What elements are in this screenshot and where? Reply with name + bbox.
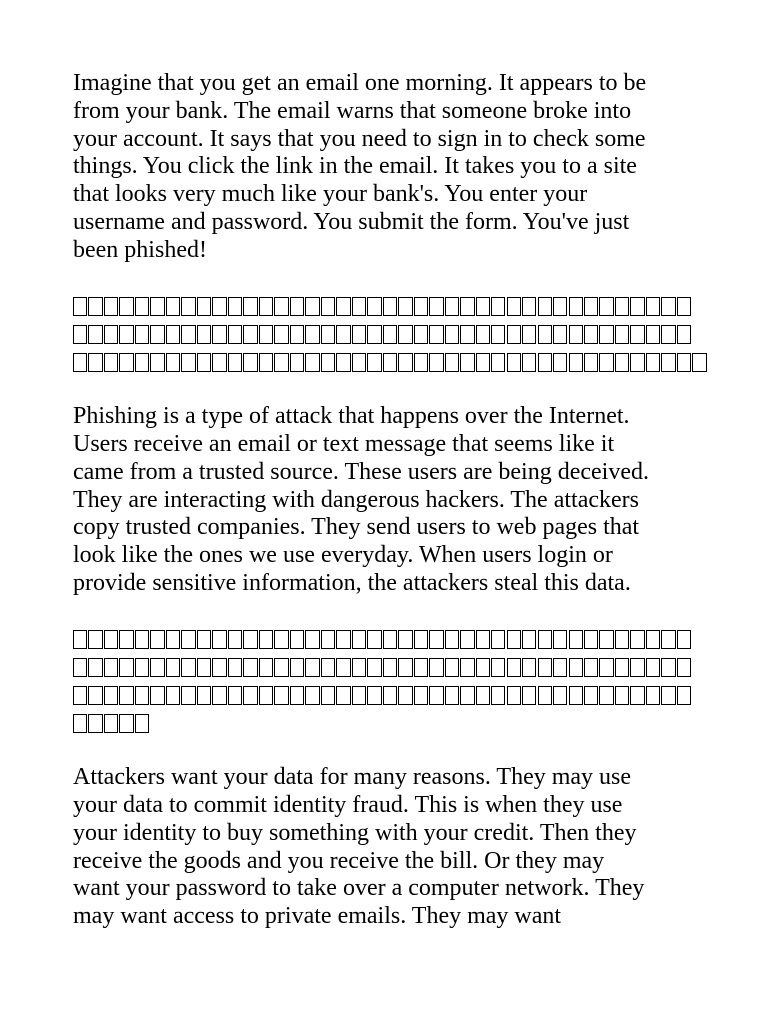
missing-glyph-box	[569, 658, 583, 677]
missing-glyph-box	[522, 353, 536, 372]
missing-glyph-box	[352, 353, 366, 372]
missing-glyph-box	[336, 658, 350, 677]
missing-glyph-box	[507, 353, 521, 372]
missing-glyph-box	[321, 658, 335, 677]
missing-glyph-box	[119, 714, 133, 733]
missing-glyph-box	[398, 630, 412, 649]
text-line: want your password to take over a computer network. They	[73, 875, 645, 902]
missing-glyph-box	[584, 658, 598, 677]
missing-glyph-box	[677, 630, 691, 649]
missing-glyph-box	[414, 658, 428, 677]
missing-glyph-box	[135, 714, 149, 733]
missing-glyph-box	[73, 686, 87, 705]
missing-glyph-box	[414, 297, 428, 316]
missing-glyph-box	[630, 686, 644, 705]
missing-glyph-box	[507, 686, 521, 705]
missing-glyph-box	[398, 353, 412, 372]
missing-glyph-box	[73, 630, 87, 649]
unrendered-glyph-line	[73, 292, 713, 320]
paragraph-1	[73, 70, 713, 265]
missing-glyph-box	[73, 353, 87, 372]
missing-glyph-box	[460, 297, 474, 316]
missing-glyph-box	[646, 630, 660, 649]
missing-glyph-box	[398, 325, 412, 344]
missing-glyph-box	[538, 658, 552, 677]
missing-glyph-box	[88, 714, 102, 733]
missing-glyph-box	[507, 658, 521, 677]
missing-glyph-box	[104, 353, 118, 372]
missing-glyph-box	[212, 686, 226, 705]
missing-glyph-box	[305, 353, 319, 372]
missing-glyph-box	[119, 658, 133, 677]
unrendered-glyph-line	[73, 653, 713, 681]
missing-glyph-box	[166, 686, 180, 705]
missing-glyph-box	[274, 658, 288, 677]
missing-glyph-box	[259, 353, 273, 372]
missing-glyph-box	[553, 658, 567, 677]
missing-glyph-box	[522, 630, 536, 649]
missing-glyph-box	[476, 353, 490, 372]
missing-glyph-box	[553, 297, 567, 316]
missing-glyph-box	[491, 686, 505, 705]
missing-glyph-box	[584, 297, 598, 316]
missing-glyph-box	[274, 297, 288, 316]
missing-glyph-box	[88, 630, 102, 649]
missing-glyph-box	[599, 353, 613, 372]
missing-glyph-box	[104, 714, 118, 733]
missing-glyph-box	[321, 630, 335, 649]
missing-glyph-box	[661, 353, 675, 372]
missing-glyph-box	[367, 353, 381, 372]
missing-glyph-box	[599, 297, 613, 316]
missing-glyph-box	[197, 630, 211, 649]
missing-glyph-box	[166, 325, 180, 344]
missing-glyph-box	[491, 658, 505, 677]
unrendered-glyph-paragraph-2	[73, 625, 713, 736]
missing-glyph-box	[615, 353, 629, 372]
missing-glyph-box	[88, 325, 102, 344]
missing-glyph-box	[321, 353, 335, 372]
missing-glyph-box	[259, 297, 273, 316]
missing-glyph-box	[599, 658, 613, 677]
paragraph-3	[73, 764, 713, 931]
missing-glyph-box	[476, 325, 490, 344]
missing-glyph-box	[599, 686, 613, 705]
missing-glyph-box	[88, 658, 102, 677]
missing-glyph-box	[383, 325, 397, 344]
missing-glyph-box	[181, 630, 195, 649]
missing-glyph-box	[274, 353, 288, 372]
missing-glyph-box	[135, 686, 149, 705]
missing-glyph-box	[476, 297, 490, 316]
missing-glyph-box	[243, 630, 257, 649]
missing-glyph-box	[569, 630, 583, 649]
missing-glyph-box	[429, 630, 443, 649]
missing-glyph-box	[445, 325, 459, 344]
missing-glyph-box	[104, 686, 118, 705]
missing-glyph-box	[305, 630, 319, 649]
missing-glyph-box	[274, 325, 288, 344]
missing-glyph-box	[429, 686, 443, 705]
missing-glyph-box	[88, 686, 102, 705]
missing-glyph-box	[352, 658, 366, 677]
missing-glyph-box	[181, 353, 195, 372]
missing-glyph-box	[367, 325, 381, 344]
missing-glyph-box	[429, 658, 443, 677]
missing-glyph-box	[228, 686, 242, 705]
missing-glyph-box	[243, 353, 257, 372]
missing-glyph-box	[383, 630, 397, 649]
missing-glyph-box	[599, 630, 613, 649]
missing-glyph-box	[259, 325, 273, 344]
missing-glyph-box	[166, 630, 180, 649]
missing-glyph-box	[522, 686, 536, 705]
missing-glyph-box	[212, 658, 226, 677]
missing-glyph-box	[445, 297, 459, 316]
missing-glyph-box	[352, 686, 366, 705]
missing-glyph-box	[367, 658, 381, 677]
missing-glyph-box	[445, 353, 459, 372]
missing-glyph-box	[538, 297, 552, 316]
missing-glyph-box	[243, 325, 257, 344]
missing-glyph-box	[538, 325, 552, 344]
missing-glyph-box	[429, 297, 443, 316]
missing-glyph-box	[383, 297, 397, 316]
missing-glyph-box	[73, 658, 87, 677]
missing-glyph-box	[476, 686, 490, 705]
missing-glyph-box	[243, 686, 257, 705]
missing-glyph-box	[197, 686, 211, 705]
missing-glyph-box	[321, 297, 335, 316]
missing-glyph-box	[197, 297, 211, 316]
missing-glyph-box	[476, 658, 490, 677]
missing-glyph-box	[336, 686, 350, 705]
missing-glyph-box	[259, 630, 273, 649]
missing-glyph-box	[305, 686, 319, 705]
missing-glyph-box	[135, 325, 149, 344]
missing-glyph-box	[166, 353, 180, 372]
missing-glyph-box	[336, 353, 350, 372]
text-line: copy trusted companies. They send users to web pages that	[73, 514, 640, 541]
missing-glyph-box	[150, 325, 164, 344]
missing-glyph-box	[367, 630, 381, 649]
missing-glyph-box	[197, 353, 211, 372]
missing-glyph-box	[321, 325, 335, 344]
missing-glyph-box	[646, 297, 660, 316]
missing-glyph-box	[352, 630, 366, 649]
missing-glyph-box	[166, 297, 180, 316]
missing-glyph-box	[228, 325, 242, 344]
missing-glyph-box	[135, 630, 149, 649]
missing-glyph-box	[181, 325, 195, 344]
text-line: They are interacting with dangerous hackers. The attackers	[73, 486, 639, 513]
missing-glyph-box	[646, 658, 660, 677]
missing-glyph-box	[414, 353, 428, 372]
missing-glyph-box	[445, 658, 459, 677]
missing-glyph-box	[661, 686, 675, 705]
text-line: Users receive an email or text message that seems like it	[73, 430, 615, 457]
missing-glyph-box	[646, 325, 660, 344]
missing-glyph-box	[135, 353, 149, 372]
missing-glyph-box	[150, 630, 164, 649]
missing-glyph-box	[290, 630, 304, 649]
text-line: your data to commit identity fraud. This is when they use	[73, 791, 623, 818]
unrendered-glyph-paragraph-1	[73, 292, 713, 375]
text-line: your identity to buy something with your credit. Then they	[73, 819, 637, 846]
missing-glyph-box	[491, 325, 505, 344]
document-page	[73, 70, 713, 958]
missing-glyph-box	[584, 325, 598, 344]
missing-glyph-box	[569, 325, 583, 344]
missing-glyph-box	[491, 297, 505, 316]
missing-glyph-box	[88, 353, 102, 372]
missing-glyph-box	[553, 630, 567, 649]
missing-glyph-box	[553, 325, 567, 344]
missing-glyph-box	[150, 353, 164, 372]
missing-glyph-box	[661, 297, 675, 316]
missing-glyph-box	[336, 630, 350, 649]
missing-glyph-box	[243, 658, 257, 677]
missing-glyph-box	[661, 325, 675, 344]
missing-glyph-box	[228, 353, 242, 372]
missing-glyph-box	[104, 297, 118, 316]
missing-glyph-box	[398, 658, 412, 677]
missing-glyph-box	[615, 658, 629, 677]
missing-glyph-box	[460, 353, 474, 372]
missing-glyph-box	[274, 686, 288, 705]
missing-glyph-box	[615, 325, 629, 344]
text-line: from your bank. The email warns that someone broke into	[73, 97, 632, 124]
missing-glyph-box	[584, 630, 598, 649]
missing-glyph-box	[646, 686, 660, 705]
missing-glyph-box	[445, 686, 459, 705]
missing-glyph-box	[460, 686, 474, 705]
missing-glyph-box	[336, 297, 350, 316]
missing-glyph-box	[212, 353, 226, 372]
missing-glyph-box	[615, 297, 629, 316]
missing-glyph-box	[677, 353, 691, 372]
missing-glyph-box	[104, 325, 118, 344]
missing-glyph-box	[150, 686, 164, 705]
missing-glyph-box	[383, 353, 397, 372]
missing-glyph-box	[646, 353, 660, 372]
missing-glyph-box	[119, 325, 133, 344]
missing-glyph-box	[73, 297, 87, 316]
missing-glyph-box	[414, 325, 428, 344]
missing-glyph-box	[212, 325, 226, 344]
missing-glyph-box	[677, 325, 691, 344]
missing-glyph-box	[522, 325, 536, 344]
missing-glyph-box	[569, 297, 583, 316]
missing-glyph-box	[88, 297, 102, 316]
missing-glyph-box	[290, 658, 304, 677]
missing-glyph-box	[305, 325, 319, 344]
missing-glyph-box	[630, 658, 644, 677]
missing-glyph-box	[538, 686, 552, 705]
missing-glyph-box	[383, 686, 397, 705]
text-line: receive the goods and you receive the bill. Or they may	[73, 847, 605, 874]
text-line: provide sensitive information, the attackers steal this data.	[73, 569, 631, 596]
missing-glyph-box	[321, 686, 335, 705]
missing-glyph-box	[398, 686, 412, 705]
missing-glyph-box	[692, 353, 706, 372]
missing-glyph-box	[73, 714, 87, 733]
missing-glyph-box	[352, 297, 366, 316]
missing-glyph-box	[228, 630, 242, 649]
missing-glyph-box	[228, 658, 242, 677]
missing-glyph-box	[166, 658, 180, 677]
missing-glyph-box	[135, 297, 149, 316]
missing-glyph-box	[553, 686, 567, 705]
missing-glyph-box	[398, 297, 412, 316]
missing-glyph-box	[150, 658, 164, 677]
missing-glyph-box	[677, 686, 691, 705]
missing-glyph-box	[181, 658, 195, 677]
missing-glyph-box	[476, 630, 490, 649]
missing-glyph-box	[305, 658, 319, 677]
missing-glyph-box	[522, 658, 536, 677]
text-line: Phishing is a type of attack that happens over the Internet.	[73, 403, 630, 430]
missing-glyph-box	[615, 630, 629, 649]
missing-glyph-box	[507, 630, 521, 649]
text-line: came from a trusted source. These users are being deceived.	[73, 458, 649, 485]
missing-glyph-box	[181, 297, 195, 316]
unrendered-glyph-line	[73, 625, 713, 653]
paragraph-2	[73, 403, 713, 598]
missing-glyph-box	[507, 325, 521, 344]
missing-glyph-box	[290, 297, 304, 316]
missing-glyph-box	[429, 353, 443, 372]
missing-glyph-box	[290, 686, 304, 705]
missing-glyph-box	[569, 353, 583, 372]
missing-glyph-box	[414, 630, 428, 649]
unrendered-glyph-line	[73, 709, 713, 737]
missing-glyph-box	[290, 325, 304, 344]
missing-glyph-box	[445, 630, 459, 649]
missing-glyph-box	[274, 630, 288, 649]
text-line: Imagine that you get an email one morning. It appears to be	[73, 70, 647, 96]
missing-glyph-box	[104, 658, 118, 677]
missing-glyph-box	[538, 353, 552, 372]
missing-glyph-box	[553, 353, 567, 372]
text-line: may want access to private emails. They may want	[73, 903, 562, 930]
missing-glyph-box	[352, 325, 366, 344]
missing-glyph-box	[615, 686, 629, 705]
missing-glyph-box	[507, 297, 521, 316]
missing-glyph-box	[119, 630, 133, 649]
text-line: that looks very much like your bank's. You enter your	[73, 181, 588, 208]
missing-glyph-box	[584, 353, 598, 372]
missing-glyph-box	[491, 630, 505, 649]
missing-glyph-box	[460, 325, 474, 344]
text-line: things. You click the link in the email. It takes you to a site	[73, 153, 637, 180]
missing-glyph-box	[599, 325, 613, 344]
unrendered-glyph-line	[73, 681, 713, 709]
missing-glyph-box	[661, 630, 675, 649]
missing-glyph-box	[677, 658, 691, 677]
missing-glyph-box	[197, 658, 211, 677]
missing-glyph-box	[661, 658, 675, 677]
missing-glyph-box	[197, 325, 211, 344]
missing-glyph-box	[73, 325, 87, 344]
missing-glyph-box	[305, 297, 319, 316]
missing-glyph-box	[383, 658, 397, 677]
missing-glyph-box	[181, 686, 195, 705]
missing-glyph-box	[119, 297, 133, 316]
missing-glyph-box	[569, 686, 583, 705]
missing-glyph-box	[367, 297, 381, 316]
missing-glyph-box	[228, 297, 242, 316]
missing-glyph-box	[259, 658, 273, 677]
missing-glyph-box	[104, 630, 118, 649]
missing-glyph-box	[522, 297, 536, 316]
unrendered-glyph-line	[73, 348, 713, 376]
missing-glyph-box	[243, 297, 257, 316]
text-line: look like the ones we use everyday. When users login or	[73, 542, 613, 569]
missing-glyph-box	[212, 630, 226, 649]
missing-glyph-box	[630, 325, 644, 344]
missing-glyph-box	[367, 686, 381, 705]
missing-glyph-box	[119, 686, 133, 705]
missing-glyph-box	[414, 686, 428, 705]
missing-glyph-box	[630, 630, 644, 649]
missing-glyph-box	[259, 686, 273, 705]
missing-glyph-box	[584, 686, 598, 705]
missing-glyph-box	[630, 297, 644, 316]
text-line: username and password. You submit the form. You've just	[73, 208, 630, 235]
missing-glyph-box	[429, 325, 443, 344]
missing-glyph-box	[460, 630, 474, 649]
missing-glyph-box	[150, 297, 164, 316]
missing-glyph-box	[677, 297, 691, 316]
text-line: been phished!	[73, 236, 207, 263]
missing-glyph-box	[630, 353, 644, 372]
missing-glyph-box	[336, 325, 350, 344]
missing-glyph-box	[538, 630, 552, 649]
missing-glyph-box	[119, 353, 133, 372]
missing-glyph-box	[460, 658, 474, 677]
text-line: your account. It says that you need to sign in to check some	[73, 125, 646, 152]
missing-glyph-box	[135, 658, 149, 677]
missing-glyph-box	[491, 353, 505, 372]
unrendered-glyph-line	[73, 320, 713, 348]
missing-glyph-box	[212, 297, 226, 316]
text-line: Attackers want your data for many reasons. They may use	[73, 764, 632, 791]
missing-glyph-box	[290, 353, 304, 372]
